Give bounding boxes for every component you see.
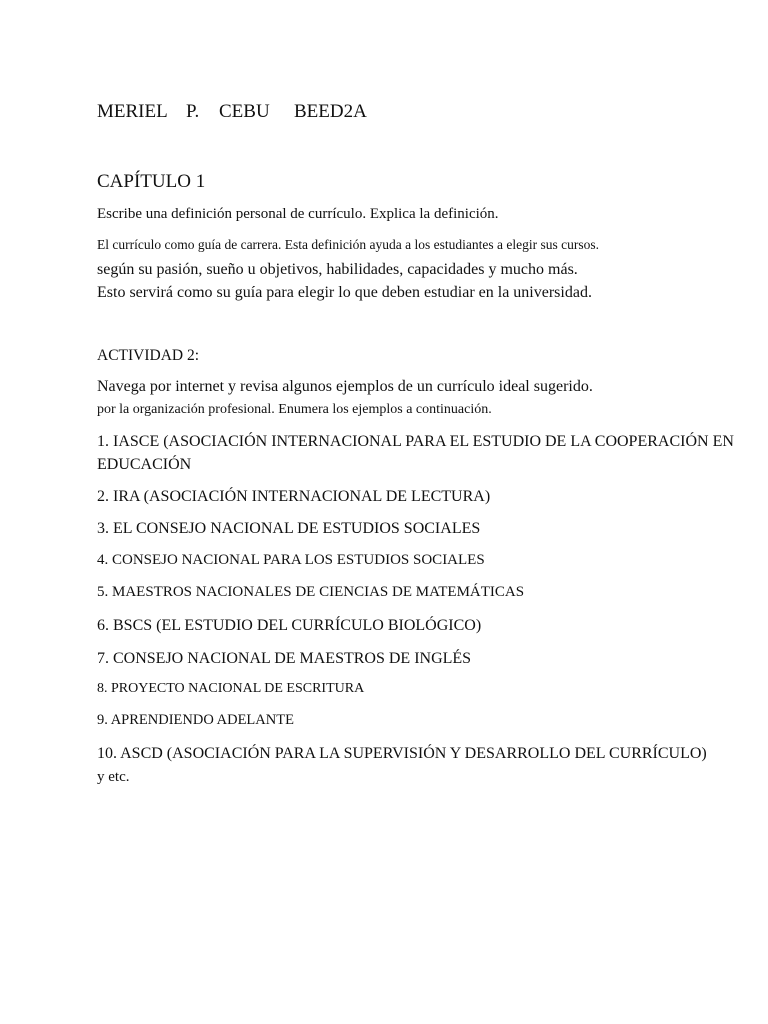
list-item: 8. PROYECTO NACIONAL DE ESCRITURA [97, 681, 365, 696]
chapter-title: CAPÍTULO 1 [97, 171, 206, 192]
definition-line: según su pasión, sueño u objetivos, habilidades, capacidades y mucho más. [97, 261, 578, 278]
definition-line: Esto servirá como su guía para elegir lo que deben estudiar en la universidad. [97, 284, 592, 301]
class-code: BEED2A [294, 101, 367, 122]
list-item: 9. APRENDIENDO ADELANTE [97, 712, 294, 728]
student-last-name: CEBU [219, 101, 270, 122]
definition-line: El currículo como guía de carrera. Esta definición ayuda a los estudiantes a elegir sus cursos. [97, 237, 599, 252]
activity-title: ACTIVIDAD 2: [97, 347, 200, 364]
list-item-continuation: y etc. [97, 769, 130, 785]
list-item: 5. MAESTROS NACIONALES DE CIENCIAS DE MATEMÁTICAS [97, 584, 525, 600]
activity-prompt-line: por la organización profesional. Enumera los ejemplos a continuación. [97, 402, 492, 417]
list-item: 6. BSCS (EL ESTUDIO DEL CURRÍCULO BIOLÓGICO) [97, 617, 482, 634]
list-item-continuation: EDUCACIÓN [97, 456, 192, 473]
list-item: 1. IASCE (ASOCIACIÓN INTERNACIONAL PARA EL ESTUDIO DE LA COOPERACIÓN EN [97, 433, 734, 450]
list-item: 4. CONSEJO NACIONAL PARA LOS ESTUDIOS SOCIALES [97, 552, 485, 568]
list-item: 7. CONSEJO NACIONAL DE MAESTROS DE INGLÉS [97, 650, 472, 667]
list-item: 10. ASCD (ASOCIACIÓN PARA LA SUPERVISIÓN Y DESARROLLO DEL CURRÍCULO) [97, 745, 707, 762]
list-item: 2. IRA (ASOCIACIÓN INTERNACIONAL DE LECTURA) [97, 488, 491, 505]
chapter-prompt: Escribe una definición personal de currículo. Explica la definición. [97, 206, 499, 222]
activity-prompt-line: Navega por internet y revisa algunos ejemplos de un currículo ideal sugerido. [97, 378, 593, 395]
student-initial: P. [186, 101, 200, 122]
list-item: 3. EL CONSEJO NACIONAL DE ESTUDIOS SOCIALES [97, 520, 481, 537]
student-first-name: MERIEL [97, 101, 168, 122]
